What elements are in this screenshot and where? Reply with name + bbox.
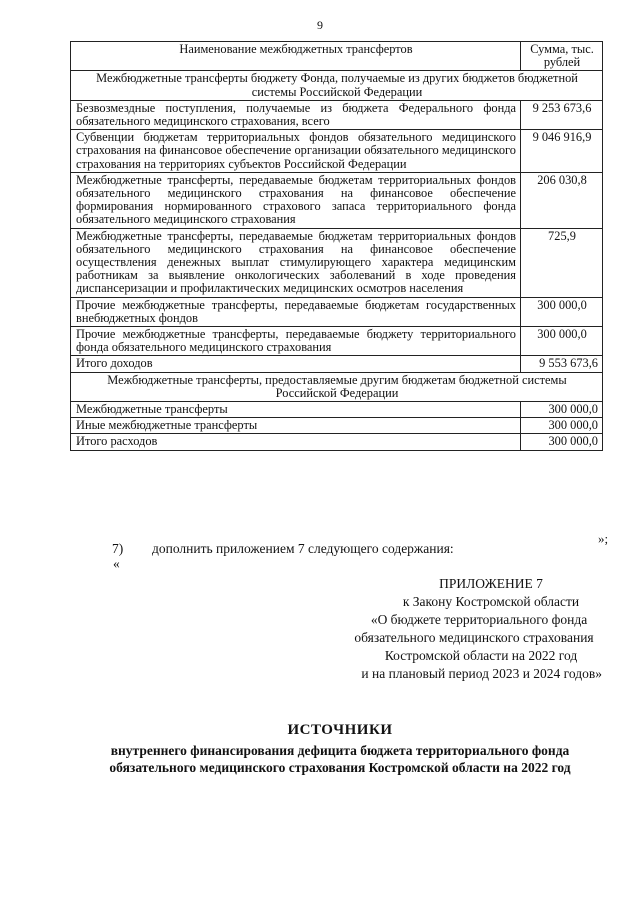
header-sum: Сумма, тыс. рублей — [521, 42, 603, 71]
row-value: 9 046 916,9 — [521, 130, 603, 173]
page-number: 9 — [317, 18, 323, 32]
amendment-item-7 — [112, 541, 454, 557]
table-row — [71, 228, 603, 297]
appendix-title: ПРИЛОЖЕНИЕ 7 — [439, 576, 543, 591]
row-name: Безвозмездные поступления, получаемые из бюджета Федерального фонда обязательного медицинского страхования, всего — [71, 100, 521, 129]
closing-quote-mark: »; — [598, 531, 609, 546]
row-value: 300 000,0 — [521, 297, 603, 326]
total-income-label: Итого доходов — [71, 356, 521, 372]
transfers-table — [70, 41, 603, 451]
row-name: Прочие межбюджетные трансферты, передаваемые бюджету территориального фонда обязательного медицинского страхования — [71, 327, 521, 356]
table-header-row — [71, 42, 603, 71]
section-expense: Межбюджетные трансферты, предоставляемые другим бюджетам бюджетной системы Российской Федерации — [71, 372, 603, 401]
row-name: Иные межбюджетные трансферты — [71, 418, 521, 434]
table-row — [71, 297, 603, 326]
header-name: Наименование межбюджетных трансфертов — [71, 42, 521, 71]
heading-line: обязательного медицинского страхования Костромской области на 2022 год — [109, 760, 571, 775]
table-row — [71, 402, 603, 418]
appendix-line: обязательного медицинского страхования — [354, 630, 594, 645]
table-row — [71, 130, 603, 173]
table-row — [71, 327, 603, 356]
appendix-line: «О бюджете территориального фонда — [370, 612, 588, 627]
row-value: 300 000,0 — [521, 327, 603, 356]
item-text: дополнить приложением 7 следующего содержания: — [152, 541, 454, 556]
row-name: Субвенции бюджетам территориальных фондов обязательного медицинского страхования на финансовое обеспечение организации обязательного медицинского страхования на территориях субъектов Российской Федерации — [71, 130, 521, 173]
row-value: 206 030,8 — [521, 172, 603, 228]
total-income-value: 9 553 673,6 — [521, 356, 603, 372]
section-expense-row — [71, 372, 603, 401]
appendix-line: Костромской области на 2022 год — [384, 648, 578, 663]
row-value: 300 000,0 — [521, 402, 603, 418]
table-row — [71, 418, 603, 434]
row-name: Прочие межбюджетные трансферты, передаваемые бюджетам государственных внебюджетных фондов — [71, 297, 521, 326]
opening-quote-mark: « — [113, 556, 120, 571]
table-row — [71, 172, 603, 228]
section-income-row — [71, 71, 603, 100]
section-heading — [60, 722, 620, 776]
heading-line: внутреннего финансирования дефицита бюджета территориального фонда — [110, 743, 570, 758]
row-value: 725,9 — [521, 228, 603, 297]
section-income: Межбюджетные трансферты бюджету Фонда, получаемые из других бюджетов бюджетной системы Российской Федерации — [71, 71, 603, 100]
total-income-row — [71, 356, 603, 372]
heading-title: ИСТОЧНИКИ — [287, 722, 393, 738]
appendix-line: к Закону Костромской области — [402, 594, 580, 609]
total-expense-value: 300 000,0 — [521, 434, 603, 450]
row-value: 9 253 673,6 — [521, 100, 603, 129]
table-row — [71, 100, 603, 129]
total-expense-row — [71, 434, 603, 450]
row-name: Межбюджетные трансферты, передаваемые бюджетам территориальных фондов обязательного медицинского страхования на финансовое обеспечение осуществления денежных выплат стимулирующего характера медицинским работникам за выявление онкологических заболеваний в ходе проведения диспансеризации и профилактических медицинских осмотров населения — [71, 228, 521, 297]
appendix-line: и на плановый период 2023 и 2024 годов» — [361, 666, 602, 681]
row-name: Межбюджетные трансферты, передаваемые бюджетам территориальных фондов обязательного медицинского страхования на финансовое обеспечение формирования нормированного страхового запаса территориального фонда обязательного медицинского страхования — [71, 172, 521, 228]
row-value: 300 000,0 — [521, 418, 603, 434]
item-number: 7) — [112, 541, 124, 556]
total-expense-label: Итого расходов — [71, 434, 521, 450]
appendix-block — [320, 575, 602, 683]
row-name: Межбюджетные трансферты — [71, 402, 521, 418]
